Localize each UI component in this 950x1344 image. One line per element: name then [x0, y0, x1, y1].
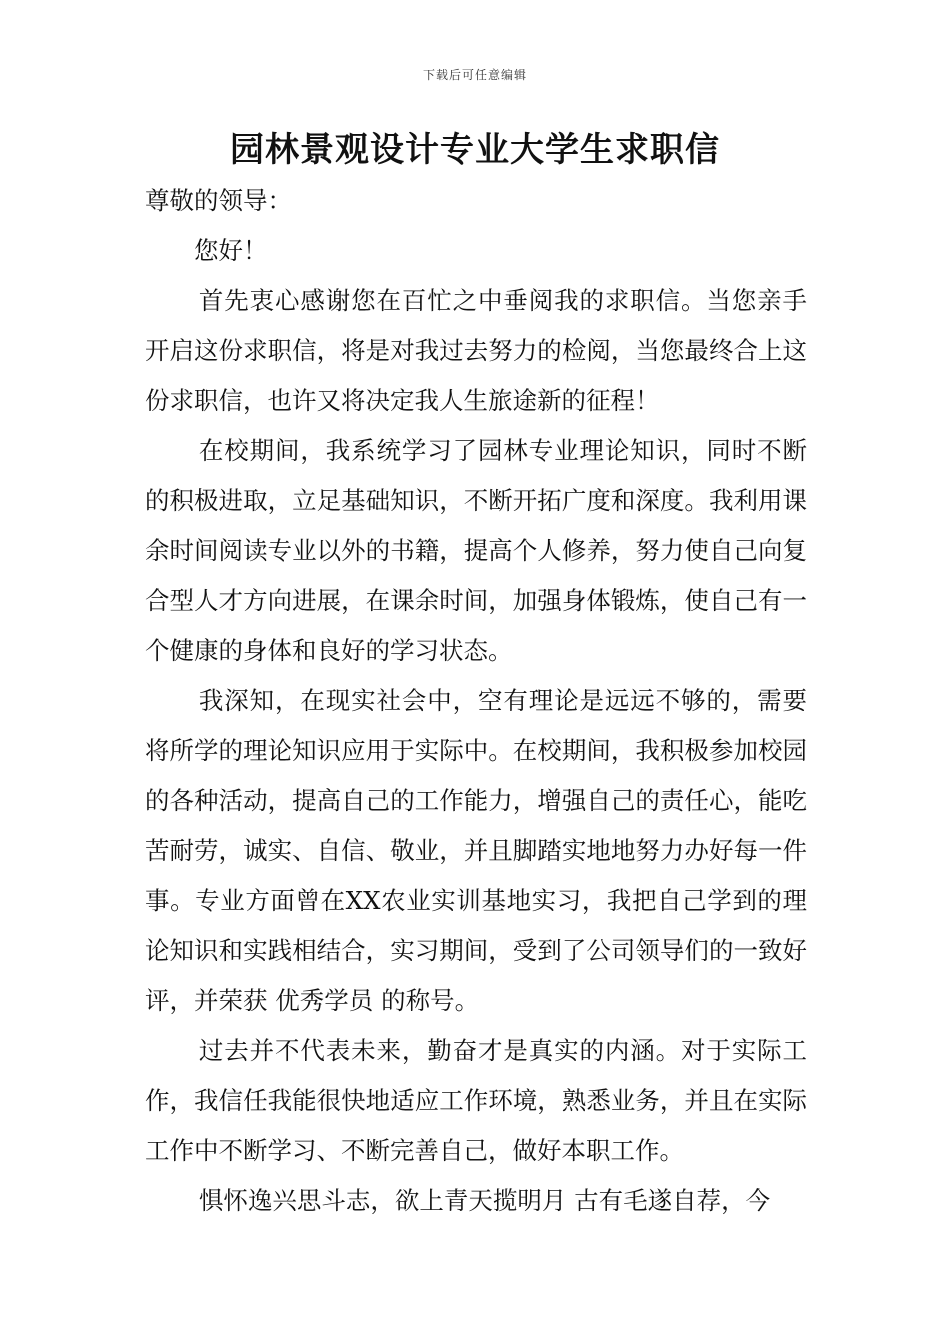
greeting: 您好！ [194, 236, 268, 265]
letter-body [145, 176, 807, 1226]
paragraph-practice: 我深知，在现实社会中，空有理论是远远不够的，需要将所学的理论知识应用于实际中。在校期间，我积极参加校园的各种活动，提高自己的工作能力，增强自己的责任心，能吃苦耐劳，诚实、自信、敬业，并且脚踏实地地努力办好每一件事。专业方面曾在XX农业实训基地实习，我把自己学到的理论知识和实践相结合，实习期间，受到了公司领导们的一致好评，并荣获 优秀学员 的称号。 [145, 686, 807, 1015]
paragraph-study: 在校期间，我系统学习了园林专业理论知识，同时不断的积极进取，立足基础知识，不断开拓广度和深度。我利用课余时间阅读专业以外的书籍，提高个人修养，努力使自己向复合型人才方向进展，在课余时间，加强身体锻炼，使自己有一个健康的身体和良好的学习状态。 [145, 436, 807, 665]
salutation: 尊敬的领导： [145, 186, 292, 215]
paragraph-future: 过去并不代表未来，勤奋才是真实的内涵。对于实际工作，我信任我能很快地适应工作环境，熟悉业务，并且在实际工作中不断学习、不断完善自己，做好本职工作。 [145, 1036, 807, 1165]
paragraph-gratitude: 首先衷心感谢您在百忙之中垂阅我的求职信。当您亲手开启这份求职信，将是对我过去努力的检阅，当您最终合上这份求职信，也许又将决定我人生旅途新的征程！ [145, 286, 807, 415]
paragraph-closing: 惧怀逸兴思斗志，欲上青天揽明月 古有毛遂自荐，今 [198, 1186, 771, 1215]
header-note: 下载后可任意编辑 [422, 68, 527, 82]
document-title: 园林景观设计专业大学生求职信 [230, 130, 720, 170]
